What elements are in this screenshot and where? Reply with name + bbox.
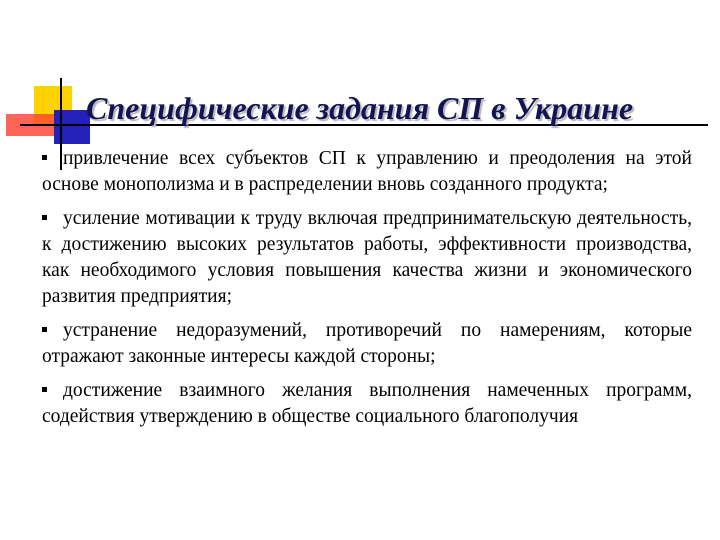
bullet-text: устранение недоразумений, противоречий по намерениям, которые отражают законные интересы каждой стороны; bbox=[42, 320, 692, 367]
bullet-text: усиление мотивации к труду включая предпринимательскую деятельность, к достижению высоких результатов работы, эффективности производства, как необходимого условия повышения качества жизни и экономического развития предприятия; bbox=[42, 208, 692, 307]
bullet-item bbox=[42, 206, 692, 310]
bullet-text: достижение взаимного желания выполнения намеченных программ, содействия утверждению в обществе социального благополучия bbox=[42, 380, 692, 427]
bullet-item bbox=[42, 146, 692, 198]
bullet-item bbox=[42, 378, 692, 430]
bullet-item bbox=[42, 318, 692, 370]
bullet-text: привлечение всех субъектов СП к управлению и преодоления на этой основе монополизма и в распределении вновь созданного продукта; bbox=[42, 148, 692, 195]
square-bullet-icon bbox=[42, 155, 47, 160]
square-bullet-icon bbox=[42, 387, 47, 392]
slide-title: Специфические задания СП в Украине bbox=[86, 90, 634, 126]
square-bullet-icon bbox=[42, 327, 47, 332]
square-bullet-icon bbox=[42, 215, 47, 220]
bullet-list bbox=[42, 146, 692, 438]
